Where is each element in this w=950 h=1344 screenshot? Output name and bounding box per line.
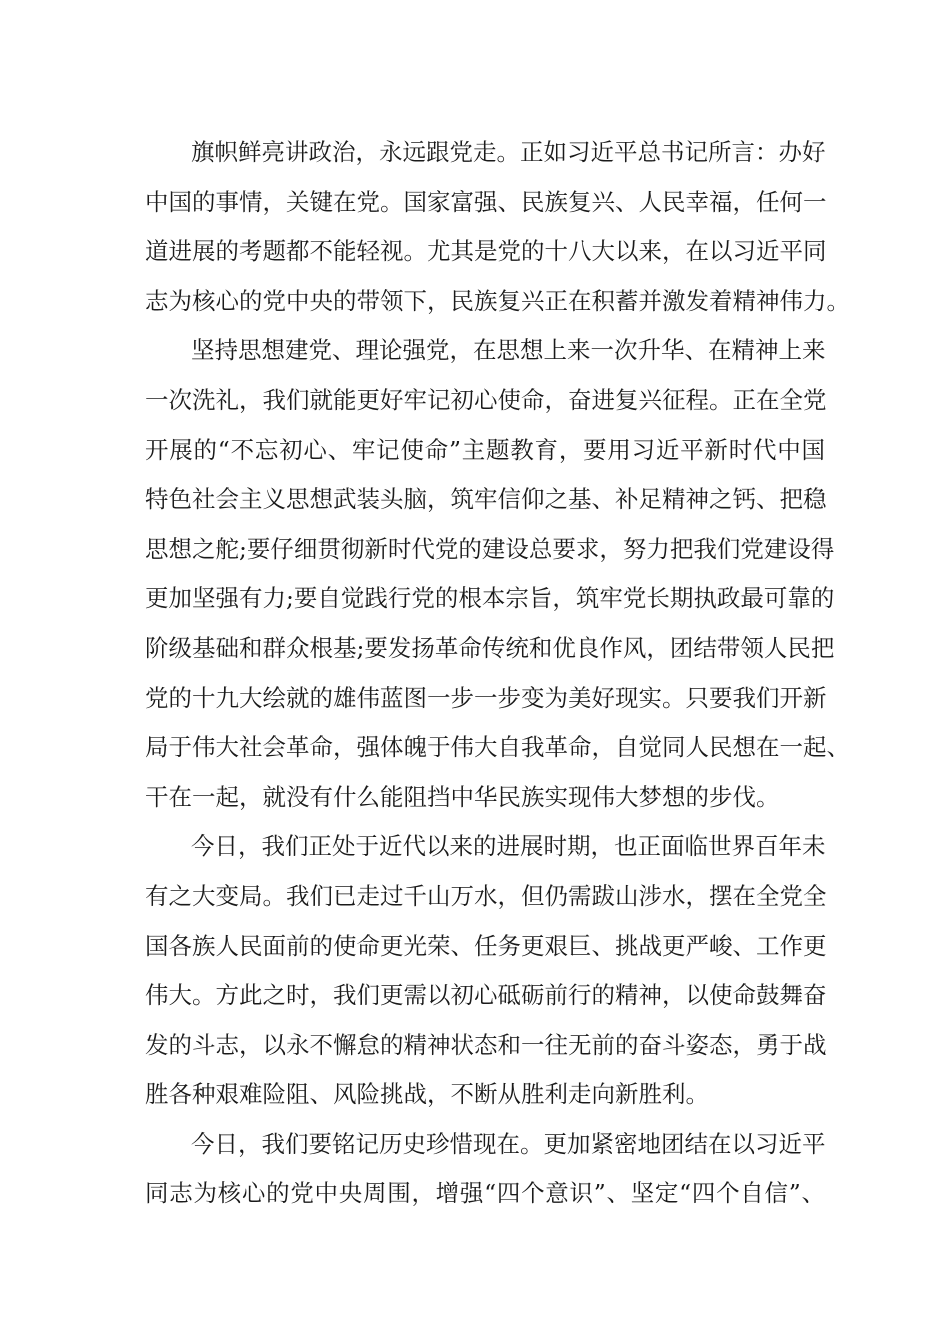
text-line: 坚持思想建党、理论强党，在思想上来一次升华、在精神上来 [191,336,826,365]
paragraph-2 [145,326,850,822]
text-line: 有之大变局。我们已走过千山万水，但仍需跋山涉水，摆在全党全 [145,881,827,910]
text-line: 今日，我们正处于近代以来的进展时期，也正面临世界百年未 [191,832,826,861]
document-body [145,128,850,1219]
text-line: 开展的“不忘初心、牢记使命”主题教育，要用习近平新时代中国 [145,435,825,464]
text-line: 中国的事情，关键在党。国家富强、民族复兴、人民幸福，任何一 [145,187,827,216]
text-line: 旗帜鲜亮讲政治，永远跟党走。正如习近平总书记所言：办好 [191,138,826,166]
text-line: 国各族人民面前的使命更光荣、任务更艰巨、挑战更严峻、工作更 [145,931,827,960]
text-line: 一次洗礼，我们就能更好牢记初心使命，奋进复兴征程。正在全党 [145,385,827,414]
text-line: 同志为核心的党中央周围，增强“四个意识”、坚定“四个自信”、 [145,1179,825,1208]
text-line: 志为核心的党中央的带领下，民族复兴正在积蓄并激发着精神伟力。 [145,286,850,315]
text-line: 局于伟大社会革命，强体魄于伟大自我革命，自觉同人民想在一起、 [145,733,850,762]
text-line: 今日，我们要铭记历史珍惜现在。更加紧密地团结在以习近平 [191,1129,826,1158]
paragraph-4 [145,1120,825,1219]
text-line: 发的斗志，以永不懈怠的精神状态和一往无前的奋斗姿态，勇于战 [145,1030,827,1059]
paragraph-3 [145,822,825,1120]
text-line: 特色社会主义思想武装头脑，筑牢信仰之基、补足精神之钙、把稳 [145,485,827,514]
text-line: 胜各种艰难险阻、风险挑战，不断从胜利走向新胜利。 [145,1080,709,1109]
text-line: 道进展的考题都不能轻视。尤其是党的十八大以来，在以习近平同 [145,237,827,266]
text-line: 更加坚强有力;要自觉践行党的根本宗旨，筑牢党长期执政最可靠的 [145,584,835,613]
text-line: 阶级基础和群众根基;要发扬革命传统和优良作风，团结带领人民把 [145,633,835,662]
text-line: 思想之舵;要仔细贯彻新时代党的建设总要求，努力把我们党建设得 [145,534,835,563]
paragraph-1 [145,128,850,326]
text-line: 党的十九大绘就的雄伟蓝图一步一步变为美好现实。只要我们开新 [145,683,827,712]
text-line: 伟大。方此之时，我们更需以初心砥砺前行的精神，以使命鼓舞奋 [145,981,827,1010]
text-line: 干在一起，就没有什么能阻挡中华民族实现伟大梦想的步伐。 [145,782,780,811]
